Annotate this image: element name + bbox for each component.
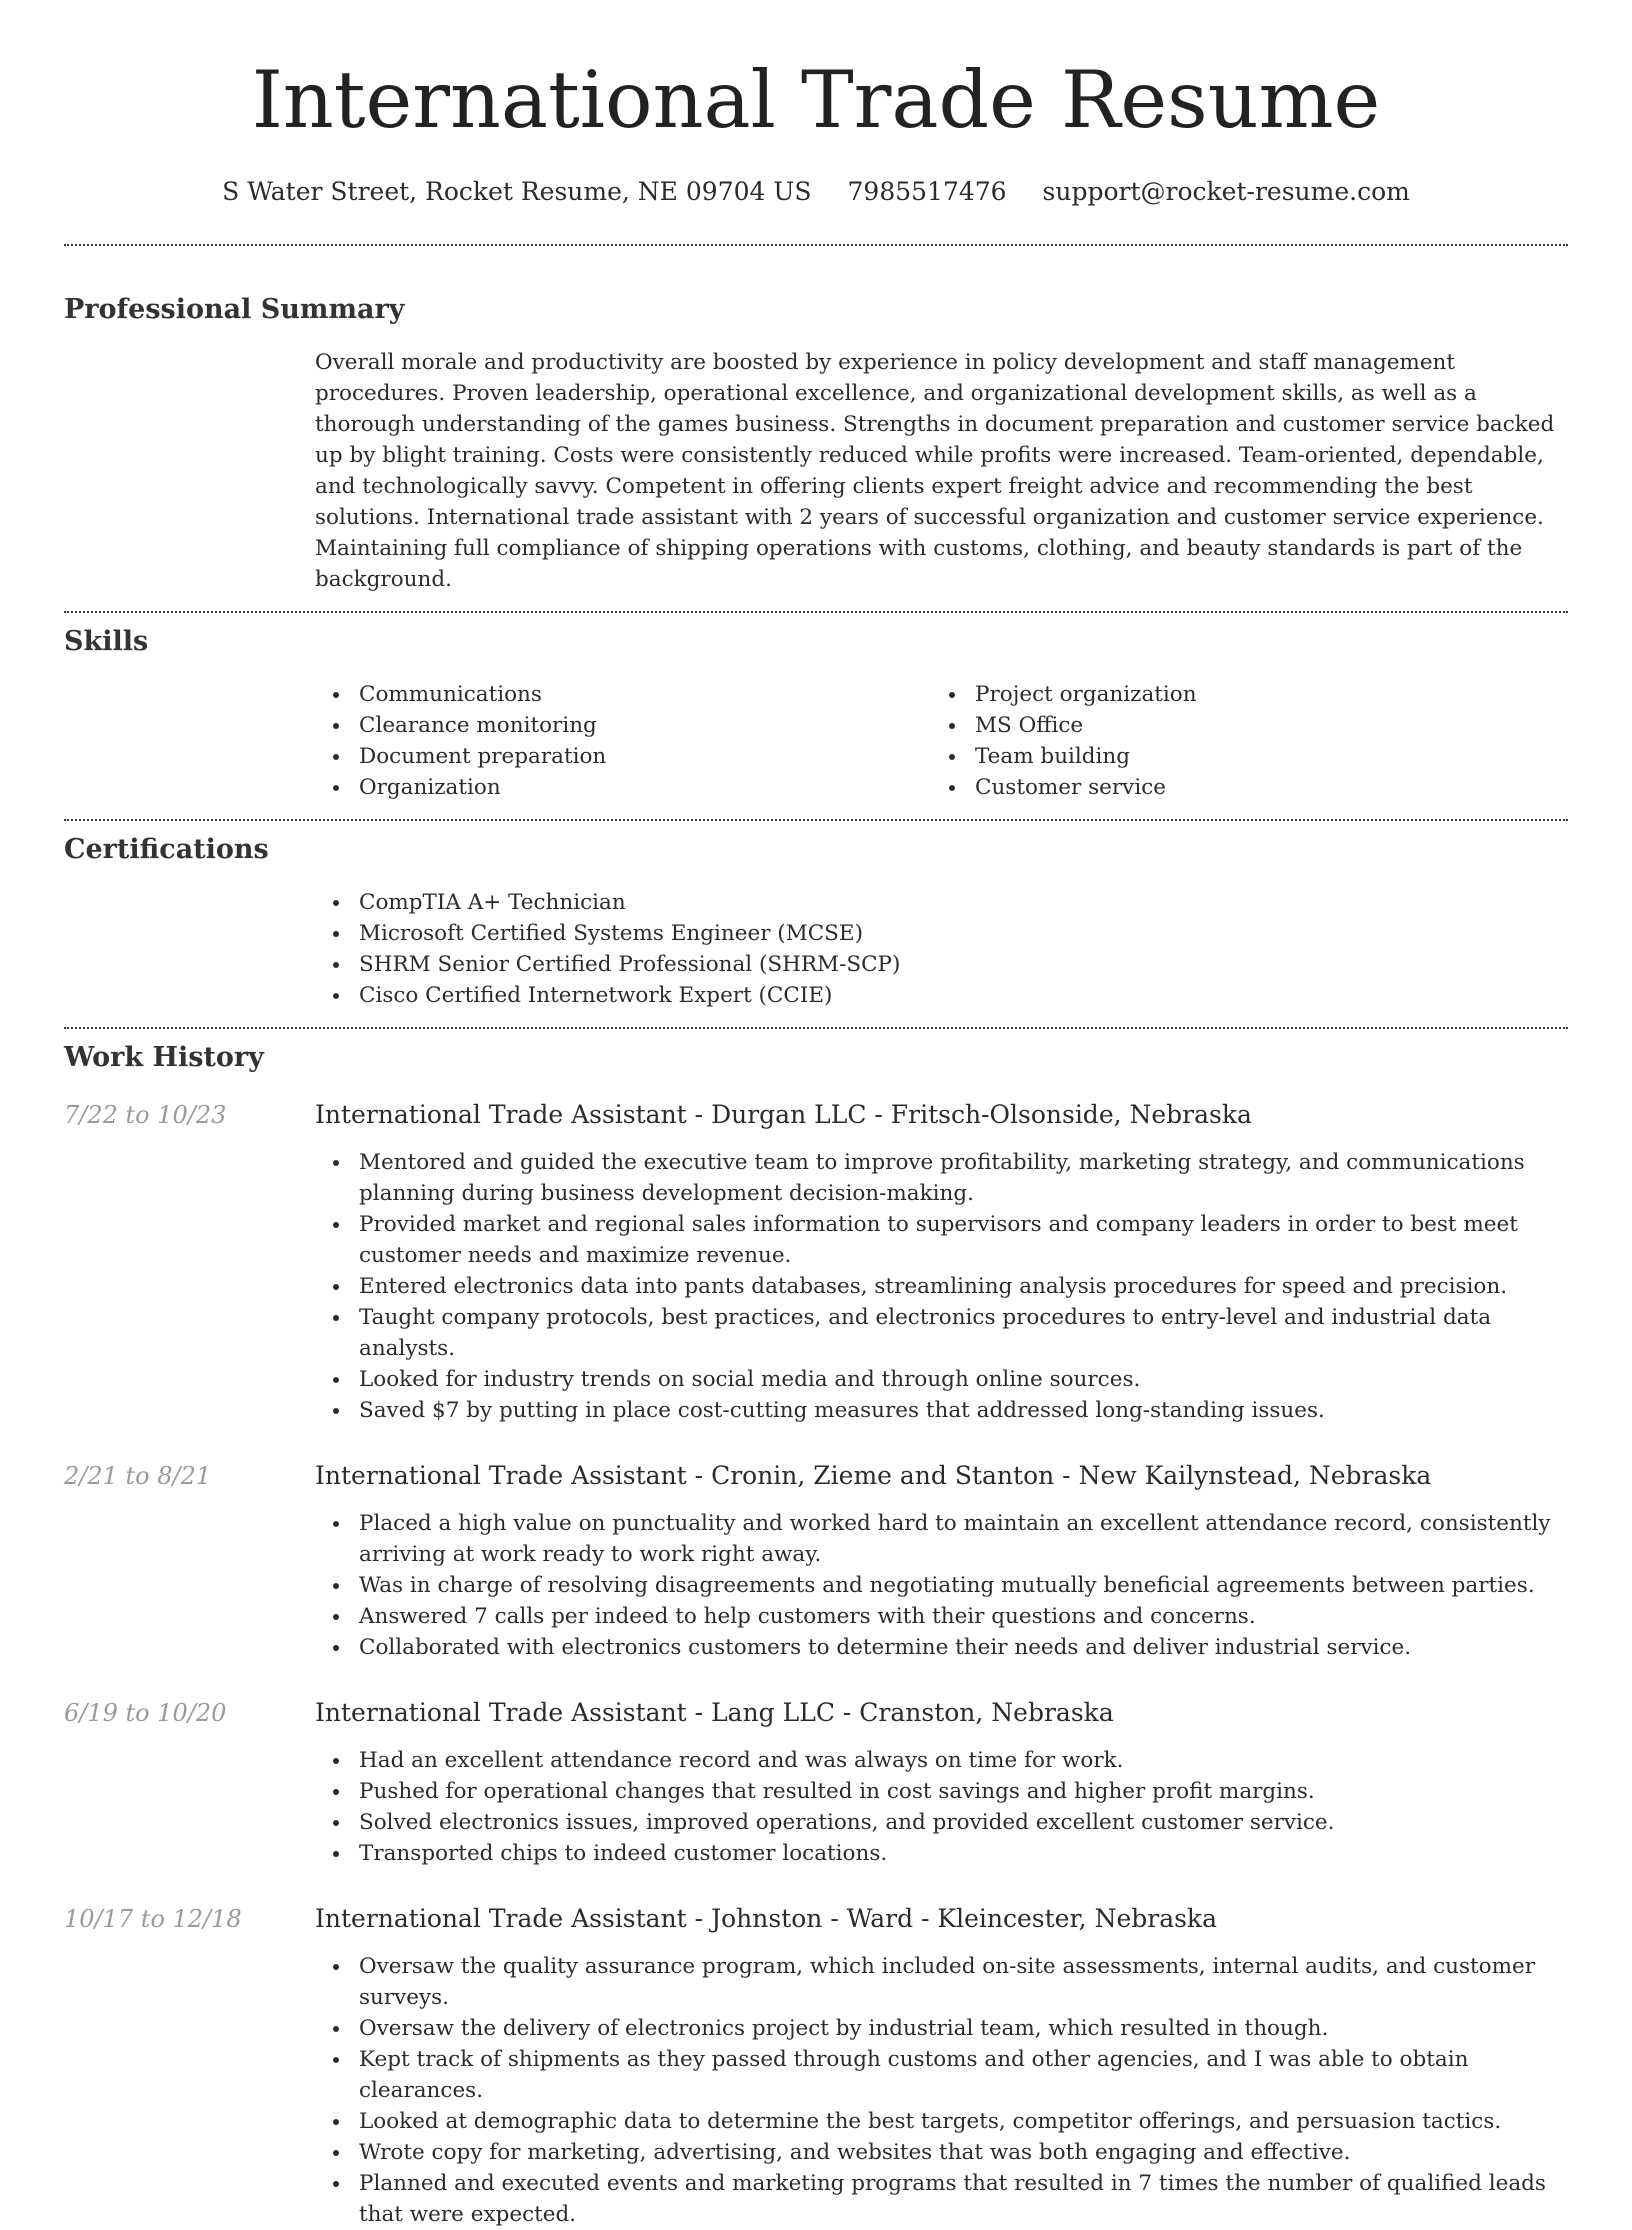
skills-list-left xyxy=(315,679,931,803)
job-title: International Trade Assistant - Cronin, Zieme and Stanton - New Kailynstead, Nebraska xyxy=(315,1461,1432,1490)
job-entry xyxy=(64,1099,1568,1426)
summary-heading: Professional Summary xyxy=(64,294,405,325)
contact-phone: 7985517476 xyxy=(847,177,1007,206)
skills-column-left xyxy=(315,679,931,803)
list-item: Placed a high value on punctuality and worked hard to maintain an excellent attendance record, consistently arriving at work ready to work right away. xyxy=(359,1508,1568,1570)
list-item: Oversaw the delivery of electronics project by industrial team, which resulted in though. xyxy=(359,2013,1568,2044)
list-item: Answered 7 calls per indeed to help customers with their questions and concerns. xyxy=(359,1601,1568,1632)
list-item: Project organization xyxy=(975,679,1547,710)
certifications-list-wrap xyxy=(315,887,1568,1011)
job-bullets xyxy=(315,1745,1568,1869)
list-item: CompTIA A+ Technician xyxy=(359,887,1568,918)
work-history-section xyxy=(64,1029,1568,2230)
skills-list-right xyxy=(931,679,1547,803)
certifications-list xyxy=(315,887,1568,1011)
list-item: Entered electronics data into pants databases, streamlining analysis procedures for speed and precision. xyxy=(359,1271,1568,1302)
job-dates: 6/19 to 10/20 xyxy=(64,1699,227,1727)
list-item: Communications xyxy=(359,679,931,710)
list-item: Microsoft Certified Systems Engineer (MCSE) xyxy=(359,918,1568,949)
summary-text: Overall morale and productivity are boosted by experience in policy development and staff management procedures. Proven leadership, operational excellence, and organizational development skills, as well as a thorough understanding of the games business. Strengths in document preparation and customer service backed up by blight training. Costs were consistently reduced while profits were increased. Team-oriented, dependable, and technologically savvy. Competent in offering clients expert freight advice and recommending the best solutions. International trade assistant with 2 years of successful organization and customer service experience. Maintaining full compliance of shipping operations with customs, clothing, and beauty standards is part of the background. xyxy=(315,350,1555,592)
list-item: Looked at demographic data to determine the best targets, competitor offerings, and persuasion tactics. xyxy=(359,2106,1568,2137)
job-list xyxy=(64,1099,1568,2230)
list-item: MS Office xyxy=(975,710,1547,741)
list-item: Cisco Certified Internetwork Expert (CCIE) xyxy=(359,980,1568,1011)
job-title: International Trade Assistant - Johnston - Ward - Kleincester, Nebraska xyxy=(315,1904,1217,1933)
contact-address: S Water Street, Rocket Resume, NE 09704 US xyxy=(222,177,812,206)
job-title: International Trade Assistant - Durgan LLC - Fritsch-Olsonside, Nebraska xyxy=(315,1100,1252,1129)
list-item: Wrote copy for marketing, advertising, and websites that was both engaging and effective. xyxy=(359,2137,1568,2168)
job-bullets-wrap xyxy=(315,1508,1568,1663)
list-item: Planned and executed events and marketing programs that resulted in 7 times the number of qualified leads that were expected. xyxy=(359,2168,1568,2230)
list-item: Had an excellent attendance record and was always on time for work. xyxy=(359,1745,1568,1776)
job-bullets xyxy=(315,1508,1568,1663)
list-item: SHRM Senior Certified Professional (SHRM-SCP) xyxy=(359,949,1568,980)
job-dates: 7/22 to 10/23 xyxy=(64,1101,227,1129)
skills-heading: Skills xyxy=(64,626,149,657)
contact-email: support@rocket-resume.com xyxy=(1042,177,1410,206)
job-dates: 10/17 to 12/18 xyxy=(64,1905,242,1933)
resume-title: International Trade Resume xyxy=(251,54,1381,146)
list-item: Solved electronics issues, improved operations, and provided excellent customer service. xyxy=(359,1807,1568,1838)
list-item: Pushed for operational changes that resulted in cost savings and higher profit margins. xyxy=(359,1776,1568,1807)
list-item: Kept track of shipments as they passed through customs and other agencies, and I was able to obtain clearances. xyxy=(359,2044,1568,2106)
work-history-heading: Work History xyxy=(64,1042,264,1073)
skills-section xyxy=(64,613,1568,819)
list-item: Was in charge of resolving disagreements and negotiating mutually beneficial agreements between parties. xyxy=(359,1570,1568,1601)
summary-section xyxy=(64,246,1568,611)
job-title: International Trade Assistant - Lang LLC - Cranston, Nebraska xyxy=(315,1698,1114,1727)
job-dates: 2/21 to 8/21 xyxy=(64,1462,212,1490)
certifications-section xyxy=(64,821,1568,1027)
skills-grid xyxy=(315,679,1568,803)
list-item: Transported chips to indeed customer locations. xyxy=(359,1838,1568,1869)
job-entry xyxy=(64,1697,1568,1869)
job-bullets xyxy=(315,1147,1568,1426)
skills-column-right xyxy=(931,679,1547,803)
list-item: Team building xyxy=(975,741,1547,772)
list-item: Taught company protocols, best practices, and electronics procedures to entry-level and industrial data analysts. xyxy=(359,1302,1568,1364)
certifications-heading: Certifications xyxy=(64,834,269,865)
job-bullets-wrap xyxy=(315,1745,1568,1869)
list-item: Document preparation xyxy=(359,741,931,772)
contact-line xyxy=(64,176,1568,208)
list-item: Saved $7 by putting in place cost-cutting measures that addressed long-standing issues. xyxy=(359,1395,1568,1426)
list-item: Organization xyxy=(359,772,931,803)
list-item: Customer service xyxy=(975,772,1547,803)
list-item: Mentored and guided the executive team to improve profitability, marketing strategy, and communications planning during business development decision-making. xyxy=(359,1147,1568,1209)
list-item: Collaborated with electronics customers to determine their needs and deliver industrial service. xyxy=(359,1632,1568,1663)
list-item: Looked for industry trends on social media and through online sources. xyxy=(359,1364,1568,1395)
job-bullets-wrap xyxy=(315,1147,1568,1426)
job-bullets-wrap xyxy=(315,1951,1568,2230)
list-item: Clearance monitoring xyxy=(359,710,931,741)
list-item: Oversaw the quality assurance program, which included on-site assessments, internal audits, and customer surveys. xyxy=(359,1951,1568,2013)
job-bullets xyxy=(315,1951,1568,2230)
list-item: Provided market and regional sales information to supervisors and company leaders in order to best meet customer needs and maximize revenue. xyxy=(359,1209,1568,1271)
job-entry xyxy=(64,1903,1568,2230)
job-entry xyxy=(64,1460,1568,1663)
